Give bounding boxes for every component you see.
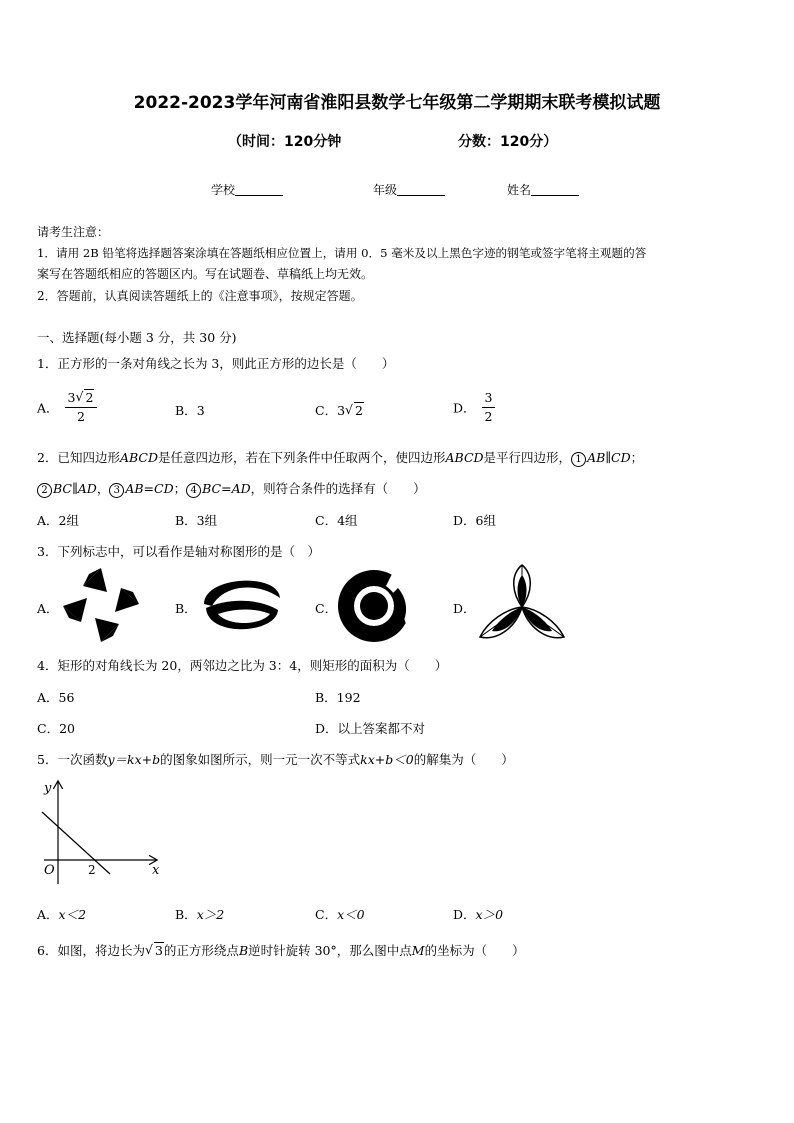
q5-y-label: y xyxy=(44,781,52,796)
q5-b-value: x＞2 xyxy=(196,907,225,922)
q5-stem xyxy=(37,750,514,768)
q1-a-den: 2 xyxy=(77,408,85,424)
q5-option-d xyxy=(453,905,503,923)
q1-option-d xyxy=(453,391,495,424)
q2-condition-2: BC∥AD xyxy=(53,481,97,496)
q2-option-d: D．6组 xyxy=(453,513,496,528)
q5-d-value: x＞0 xyxy=(475,907,504,922)
q1-b-text: 3 xyxy=(196,403,205,418)
q5-option-a xyxy=(37,905,86,923)
q6-text-1: 6．如图，将边长为 xyxy=(37,943,145,958)
q1-d-label: D． xyxy=(453,400,476,416)
q2-condition-1-marker: 1 xyxy=(571,452,586,467)
q2-condition-4: BC=AD xyxy=(202,481,251,496)
q1-c-coef: 3 xyxy=(337,403,346,418)
notice-item1-line1: 1．请用 2B 铅笔将选择题答案涂填在答题纸相应位置上，请用 0．5 毫米及以上黑色字迹的钢笔或签字笔将主观题的答 xyxy=(37,246,647,260)
q3-a-label: A． xyxy=(37,601,59,616)
q2-option-a: A．2组 xyxy=(37,513,79,528)
q2-condition-4-marker: 4 xyxy=(186,483,201,498)
notice-item2: 2．答题前，认真阅读答题纸上的《注意事项》，按规定答题。 xyxy=(37,289,363,303)
q2-text-3: 是平行四边形， xyxy=(483,450,572,465)
q1-c-label: C． xyxy=(315,403,338,418)
q5-c-label: C． xyxy=(315,907,338,922)
q5-origin-label: O xyxy=(44,863,55,878)
q1-b-label: B． xyxy=(175,403,197,418)
q2-stem-line1 xyxy=(37,448,643,467)
q4-option-d: D．以上答案都不对 xyxy=(315,721,426,736)
q6-text-3: 逆时针旋转 30°，那么图中点 xyxy=(248,943,412,958)
q1-d-den: 2 xyxy=(484,408,493,424)
q5-option-b xyxy=(175,905,224,923)
q1-a-coef: 3 xyxy=(67,390,76,405)
q5-function: y＝kx+b xyxy=(107,752,161,767)
q1-a-rad: 2 xyxy=(85,390,94,405)
school-field xyxy=(211,181,283,198)
school-blank xyxy=(235,183,283,196)
q6-stem xyxy=(37,941,525,959)
q2-text-2: 是任意四边形，若在下列条件中任取两个，使四边形 xyxy=(158,450,446,465)
q2-text-1: 2．已知四边形 xyxy=(37,450,120,465)
q1-d-num: 3 xyxy=(482,391,496,408)
q4-option-a: A．56 xyxy=(37,690,75,705)
q2-abcd-1: ABCD xyxy=(119,450,158,465)
grade-field xyxy=(373,181,445,198)
q5-x-label: x xyxy=(152,863,160,878)
q5-option-c xyxy=(315,905,365,923)
grade-label: 年级 xyxy=(373,183,398,197)
q2-sep-2: ； xyxy=(173,481,187,496)
q1-a-sqrt: √ 2 xyxy=(75,389,94,405)
name-blank xyxy=(531,183,579,196)
q2-comma-1: ， xyxy=(96,481,110,496)
q5-b-label: B． xyxy=(175,907,197,922)
q3-b-logo-ellipses xyxy=(198,568,284,640)
name-label: 姓名 xyxy=(507,183,532,197)
q2-condition-3: AB=CD xyxy=(125,481,174,496)
q2-condition-1: AB∥CD xyxy=(587,450,631,465)
q4-option-b: B．192 xyxy=(315,690,361,705)
q3-a-logo-stars xyxy=(61,566,141,644)
section-heading: 一、选择题(每小题 3 分，共 30 分) xyxy=(37,330,237,345)
q3-c-label: C． xyxy=(315,601,338,616)
q1-option-b xyxy=(175,401,205,419)
q3-stem: 3．下列标志中，可以看作是轴对称图形的是（ ） xyxy=(37,544,320,559)
exam-title: 2022-2023学年河南省淮阳县数学七年级第二学期期末联考模拟试题 xyxy=(133,93,661,113)
q4-stem: 4．矩形的对角线长为 20，两邻边之比为 3：4，则矩形的面积为（ ） xyxy=(37,658,448,673)
q1-a-label: A． xyxy=(37,400,59,416)
exam-score: 分数：120分） xyxy=(458,134,558,150)
q2-condition-2-marker: 2 xyxy=(37,483,52,498)
exam-time: （时间：120分钟 xyxy=(228,134,342,150)
q5-text-3: 的解集为（ ） xyxy=(413,752,514,767)
q1-option-c xyxy=(315,401,364,419)
q2-stem-line2 xyxy=(37,479,426,498)
q4-option-c: C．20 xyxy=(37,721,75,736)
name-field xyxy=(507,181,579,198)
q3-c-logo-swirl xyxy=(336,566,414,644)
grade-blank xyxy=(397,183,445,196)
q5-c-value: x＜0 xyxy=(337,907,365,922)
q1-c-rad: 2 xyxy=(355,403,363,418)
notice-item1-line2: 案写在答题纸相应的答题区内。写在试题卷、草稿纸上均无效。 xyxy=(37,267,374,281)
q5-a-label: A． xyxy=(37,907,59,922)
school-label: 学校 xyxy=(211,183,236,197)
q5-graph xyxy=(34,776,166,888)
q2-text-end: ，则符合条件的选择有（ ） xyxy=(250,481,426,496)
q5-d-label: D． xyxy=(453,907,476,922)
q5-inequality: kx+b＜0 xyxy=(360,752,414,767)
q2-sep-1: ； xyxy=(630,450,644,465)
q2-condition-3-marker: 3 xyxy=(109,483,124,498)
q5-text-1: 5．一次函数 xyxy=(37,752,108,767)
q6-rad: 3 xyxy=(154,943,163,958)
q2-option-b: B．3组 xyxy=(175,513,218,528)
q2-option-c: C．4组 xyxy=(315,513,358,528)
q1-a-fraction xyxy=(65,391,98,424)
q5-tick-label: 2 xyxy=(88,863,96,877)
q6-sqrt: √ 3 xyxy=(144,942,163,958)
notice-heading: 请考生注意： xyxy=(37,225,110,239)
q1-d-fraction xyxy=(482,391,496,424)
q6-text-4: 的坐标为（ ） xyxy=(424,943,525,958)
q5-a-value: x＜2 xyxy=(58,907,87,922)
q3-b-label: B． xyxy=(175,601,197,616)
q1-c-sqrt: √ 2 xyxy=(345,402,363,418)
q3-d-label: D． xyxy=(453,601,476,616)
q6-point-b: B xyxy=(238,943,249,958)
q6-text-2: 的正方形绕点 xyxy=(163,943,239,958)
q2-abcd-2: ABCD xyxy=(445,450,484,465)
q6-point-m: M xyxy=(411,943,425,958)
q3-d-logo-petals xyxy=(476,563,568,645)
q1-option-a xyxy=(37,391,97,424)
q5-text-2: 的图象如图所示，则一元一次不等式 xyxy=(160,752,361,767)
q1-stem: 1．正方形的一条对角线之长为 3，则此正方形的边长是（ ） xyxy=(37,356,395,371)
